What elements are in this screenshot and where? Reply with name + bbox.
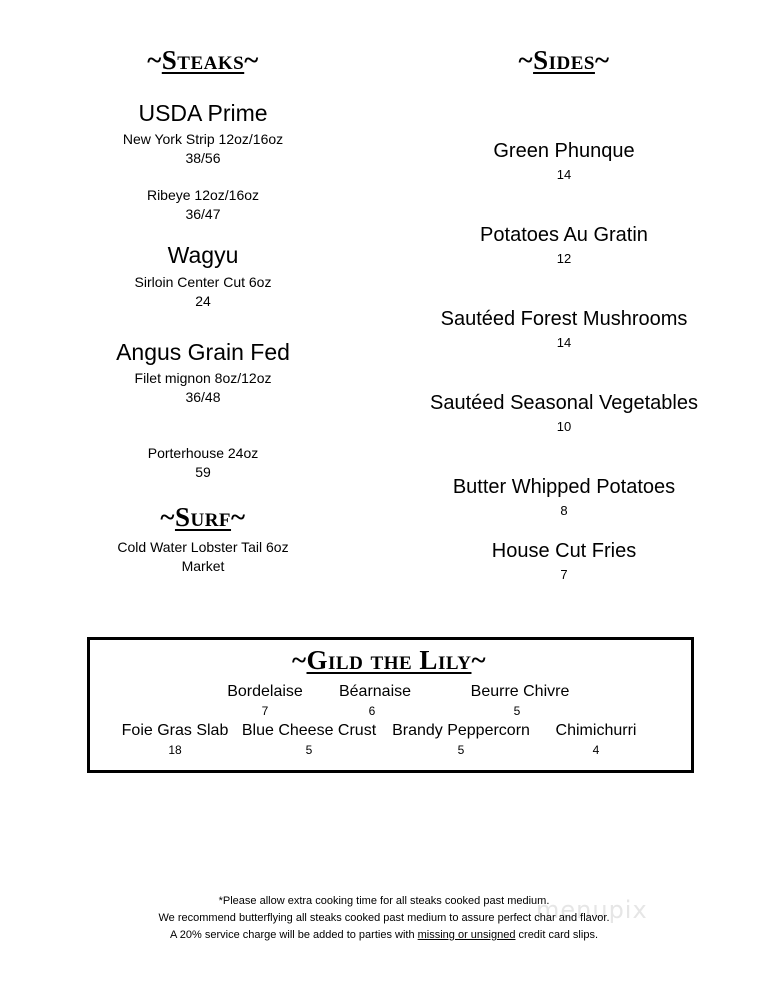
side-item-name: House Cut Fries [491,540,637,562]
addon-name: Beurre Chivre [470,683,570,700]
addon-price: 7 [261,704,269,718]
side-item-price: 7 [560,567,568,582]
menu-item-price: 38/56 [185,150,221,166]
addon-price: 18 [168,743,182,757]
footnote-line: *Please allow extra cooking time for all steaks cooked past medium. [218,895,550,907]
angus-title: Angus Grain Fed [116,339,290,365]
side-item-name: Sautéed Forest Mushrooms [440,308,688,330]
addon-price: 5 [305,743,313,757]
side-item-name: Potatoes Au Gratin [480,224,648,246]
side-item-price: 14 [556,167,572,182]
sides-heading: ~Sides~ [518,45,610,75]
menu-item-price: 36/48 [185,389,221,405]
wagyu-title: Wagyu [167,242,239,268]
addon-name: Chimichurri [555,722,637,739]
addon-name: Brandy Peppercorn [392,722,530,739]
footnotes [0,893,768,944]
addon-name: Bordelaise [227,683,303,700]
menu-item-price: Market [181,558,225,574]
addon-name: Foie Gras Slab [121,722,229,739]
watermark-logo: menupix [536,896,648,924]
menu-item-name: Ribeye 12oz/16oz [146,187,260,203]
menu-item-price: 36/47 [185,206,221,222]
addon-name: Blue Cheese Crust [241,722,377,739]
menu-item-price: 59 [195,464,211,480]
footnote-line: We recommend butterflying all steaks cooked past medium to assure perfect char and flavor. [158,912,610,924]
menu-item-name: Sirloin Center Cut 6oz [134,274,272,290]
gild-heading: ~Gild the Lily~ [291,645,487,675]
side-item-name: Butter Whipped Potatoes [452,476,676,498]
addon-price: 4 [592,743,600,757]
side-item-price: 8 [560,503,568,518]
side-item-name: Green Phunque [493,140,635,162]
side-item-price: 10 [556,419,572,434]
addon-price: 5 [513,704,521,718]
steaks-heading: ~Steaks~ [147,45,259,75]
addon-price: 5 [457,743,465,757]
addon-name: Béarnaise [338,683,412,700]
menu-item-name: New York Strip 12oz/16oz [122,131,284,147]
side-item-price: 12 [556,251,572,266]
usda-prime-title: USDA Prime [138,100,268,126]
menu-item-name: Cold Water Lobster Tail 6oz [117,539,289,555]
addon-price: 6 [368,704,376,718]
side-item-name: Sautéed Seasonal Vegetables [430,392,698,414]
menu-item-name: Porterhouse 24oz [147,445,259,461]
surf-heading: ~Surf~ [160,502,246,532]
menu-item-name: Filet mignon 8oz/12oz [134,370,272,386]
side-item-price: 14 [556,335,572,350]
menu-item-price: 24 [195,293,211,309]
footnote-line: A 20% service charge will be added to parties with missing or unsigned credit card slips. [169,929,598,941]
